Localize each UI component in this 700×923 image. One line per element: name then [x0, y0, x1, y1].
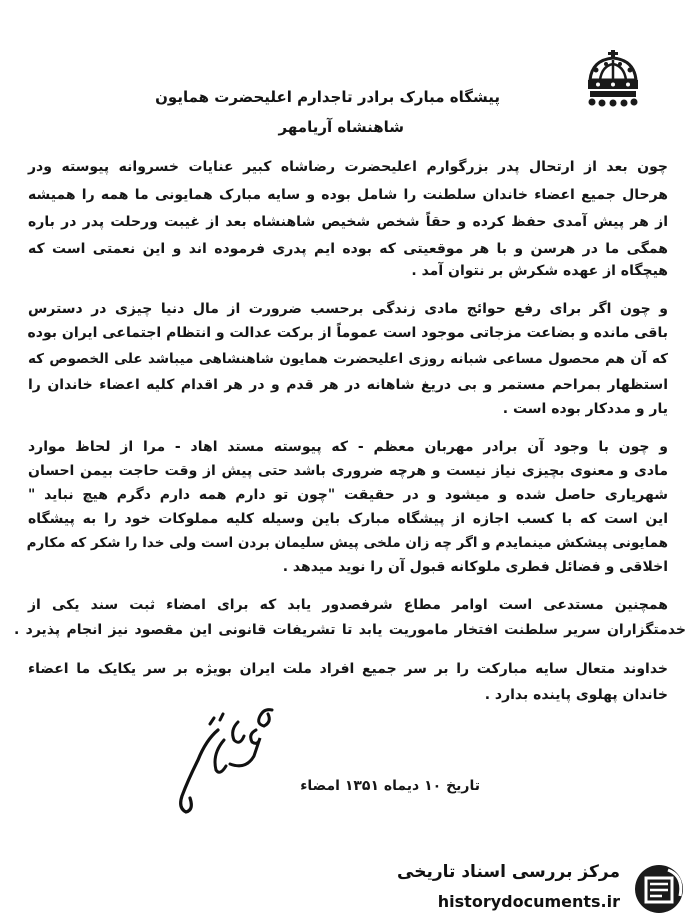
paragraph-3-line-6: اخلاقی و فضائل فطری ملوکانه قبول آن را نوید میدهد .	[282, 559, 668, 575]
paragraph-1-line-5: هیچگاه از عهده شکرش بر نتوان آمد .	[411, 263, 668, 279]
archive-watermark	[397, 862, 690, 916]
paragraph-2-line-3: که آن هم محصول مساعی شبانه روزی اعلیحضرت همایون شاهنشاهی میباشد علی الخصوص که	[28, 351, 668, 367]
paragraph-3-line-1: و چون با وجود آن برادر مهربان معظم - که پیوسته مستد اهاد - مرا از لحاظ موارد	[28, 439, 668, 455]
date-signature-line: تاریخ ۱۰ دیماه ۱۳۵۱ امضاء	[300, 778, 480, 794]
paragraph-3-line-3: شهریاری حاصل شده و میشود و در حقیقت "چون تو دارم همه دارم دگرم هیچ نباید "	[28, 487, 668, 503]
letter-salutation: پیشگاه مبارک برادر تاجدارم اعلیحضرت همایون	[155, 88, 500, 106]
letter-addressee: شاهنشاه آریامهر	[278, 118, 404, 136]
crown-emblem-icon	[582, 50, 644, 108]
paragraph-2-line-5: یار و مددکار بوده است .	[502, 401, 668, 417]
paragraph-5-line-1: خداوند متعال سایه مبارکت را بر سر جمیع افراد ملت ایران بویژه بر سر یکایک ما اعضاء	[28, 661, 668, 677]
watermark-url: historydocuments.ir	[437, 892, 620, 911]
paragraph-3-line-4: این است که با کسب اجازه از پیشگاه مبارک باین وسیله کلیه مملوکات خود را به پیشگاه	[28, 511, 668, 527]
paragraph-3-line-5: همایونی پیشکش مینمایدم و اگر چه زان ملخی پیش سلیمان بردن است ولی خدا را شکر که مکارم	[26, 535, 668, 551]
paragraph-2-line-2: باقی مانده و بضاعت مزجاتی موجود است عموماً از برکت عدالت و انتظام اجتماعی ایران بوده	[27, 325, 668, 341]
paragraph-4-line-2: خدمتگزاران سریر سلطنت افتخار ماموریت یابد تا تشریفات قانونی این مقصود نیز انجام پذیرد .	[14, 622, 686, 638]
paragraph-5-line-2: خاندان پهلوی پاینده بدارد .	[484, 687, 668, 703]
handwritten-signature	[160, 700, 285, 820]
archive-logo-icon	[628, 862, 690, 916]
paragraph-2-line-4: استظهار بمراحم مستمر و بی دریغ شاهانه در هر قدم و در هر اقدام کلیه اعضاء خاندان را	[28, 377, 668, 393]
paragraph-1-line-4: همگی ما در هرسن و با هر موقعیتی که بوده ایم پدری فرموده اند و این نعمتی است که	[28, 241, 668, 257]
paragraph-1-line-3: از هر پیش آمدی حفظ کرده و حقاً شخص شخیص شاهنشاه بعد از غیبت ورحلت پدر در باره	[28, 214, 668, 230]
paragraph-1-line-1: چون بعد از ارتحال پدر بزرگوارم اعلیحضرت رضاشاه کبیر عنایات خسروانه پیوسته ودر	[28, 159, 668, 175]
paragraph-4-line-1: همچنین مستدعی است اوامر مطاع شرفصدور یابد که برای امضاء ثبت سند یکی از	[28, 597, 668, 613]
paragraph-1-line-2: هرحال جمیع اعضاء خاندان سلطنت را شامل بوده و سایه مبارک همایونی ما همه را همیشه	[28, 187, 668, 203]
watermark-title: مرکز بررسی اسناد تاریخی	[397, 862, 620, 882]
paragraph-3-line-2: مادی و معنوی بچیزی نیاز نیست و هرچه ضروری باشد حتی پیش از وقت حاجت بیمن احسان	[28, 463, 668, 479]
paragraph-2-line-1: و چون اگر برای رفع حوائج مادی زندگی برحسب ضرورت از مال دنیا چیزی در دسترس	[28, 301, 668, 317]
